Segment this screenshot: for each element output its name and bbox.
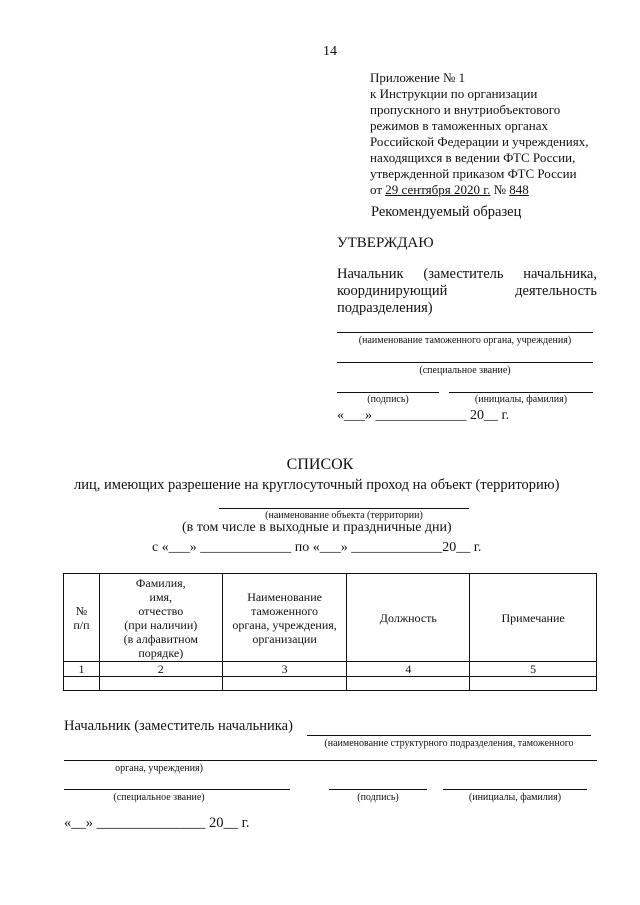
object-name-line xyxy=(219,508,469,509)
appendix-block xyxy=(370,70,620,198)
order-number: 848 xyxy=(509,182,529,197)
recommended-sample: Рекомендуемый образец xyxy=(371,204,522,220)
caption-rank: (специальное звание) xyxy=(419,365,511,376)
caption-unit-2: органа, учреждения) xyxy=(115,763,203,774)
caption-object: (наименование объекта (территории) xyxy=(265,510,423,521)
approve-title: УТВЕРЖДАЮ xyxy=(337,235,434,251)
unit-name-line-2 xyxy=(64,760,597,761)
table-cell xyxy=(64,677,100,691)
signature-line xyxy=(337,392,439,393)
order-date: 29 сентября 2020 г. xyxy=(385,182,491,197)
header-text: Должность xyxy=(379,610,437,625)
appendix-line: к Инструкции по организации xyxy=(370,86,538,101)
appendix-line: Российской Федерации и учреждениях, xyxy=(370,134,589,149)
footer-date: «__» _______________ 20__ г. xyxy=(64,815,250,831)
rank-line xyxy=(337,362,593,363)
header-organization xyxy=(222,574,347,662)
header-number xyxy=(64,574,100,662)
unit-name-line xyxy=(307,735,591,736)
approver-line: координирующий деятельность xyxy=(337,283,597,299)
caption-footer-name: (инициалы, фамилия) xyxy=(468,792,562,803)
appendix-line: находящихся в ведении ФТС России, xyxy=(370,150,576,165)
list-period: с «___» _____________ по «___» _____________20__ г. xyxy=(152,540,482,555)
header-text: Примечание xyxy=(501,610,565,625)
column-number: 1 xyxy=(64,662,100,677)
org-name-line xyxy=(337,332,593,333)
approver-line: Начальник (заместитель начальника, xyxy=(337,266,597,282)
header-text: Наименование таможенного органа, учреждения, организации xyxy=(232,589,337,646)
approve-date: «___» _____________ 20__ г. xyxy=(337,408,510,423)
column-number: 3 xyxy=(222,662,347,677)
footer-signature-line xyxy=(329,789,427,790)
caption-footer-signature: (подпись) xyxy=(357,792,399,803)
appendix-line: пропускного и внутриобъектового xyxy=(370,102,561,117)
header-text: № п/п xyxy=(73,603,90,632)
approver-line: подразделения) xyxy=(337,300,433,316)
header-fullname xyxy=(99,574,222,662)
footer-rank-line xyxy=(64,789,290,790)
header-note xyxy=(470,574,597,662)
header-text: Фамилия, имя, отчество (при наличии) (в алфавитном порядке) xyxy=(123,575,198,660)
name-line xyxy=(449,392,593,393)
number-prefix: № xyxy=(490,182,510,197)
list-subtitle: лиц, имеющих разрешение на круглосуточный проход на объект (территорию) xyxy=(74,477,560,493)
table-cell xyxy=(347,677,470,691)
column-number: 2 xyxy=(99,662,222,677)
table-header-row xyxy=(64,574,597,662)
approver-position xyxy=(337,266,597,317)
table-cell xyxy=(470,677,597,691)
table-cell xyxy=(222,677,347,691)
date-prefix: от xyxy=(370,182,386,197)
appendix-line: утвержденной приказом ФТС России xyxy=(370,166,577,181)
caption-unit-1: (наименование структурного подразделения, таможенного xyxy=(324,738,574,749)
page-number: 14 xyxy=(323,44,337,59)
column-number: 5 xyxy=(470,662,597,677)
appendix-line: режимов в таможенных органах xyxy=(370,118,549,133)
including-note: (в том числе в выходные и праздничные дни) xyxy=(182,520,452,535)
table-cell xyxy=(99,677,222,691)
caption-signature: (подпись) xyxy=(367,394,409,405)
table-numbering-row xyxy=(64,662,597,677)
appendix-line: Приложение № 1 xyxy=(370,70,466,85)
persons-table xyxy=(63,573,597,691)
footer-boss-label: Начальник (заместитель начальника) xyxy=(64,718,293,734)
caption-footer-rank: (специальное звание) xyxy=(113,792,205,803)
column-number: 4 xyxy=(347,662,470,677)
header-position xyxy=(347,574,470,662)
footer-name-line xyxy=(443,789,587,790)
caption-name: (инициалы, фамилия) xyxy=(474,394,568,405)
caption-org: (наименование таможенного органа, учреждения) xyxy=(358,335,572,346)
table-row xyxy=(64,677,597,691)
appendix-order-line xyxy=(370,182,620,198)
list-title: СПИСОК xyxy=(286,456,354,473)
